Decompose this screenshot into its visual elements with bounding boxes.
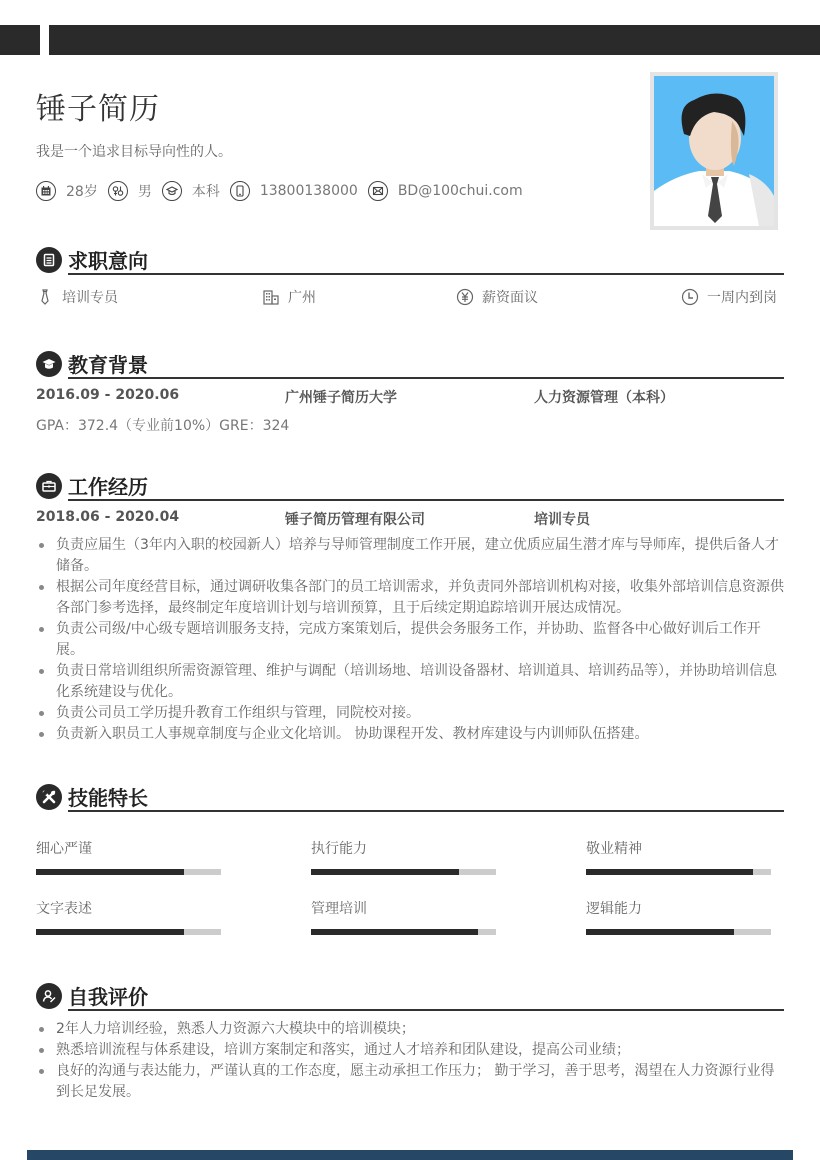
info-gender [108, 181, 152, 201]
section-divider [68, 810, 784, 812]
info-email [368, 181, 523, 201]
work-position: 培训专员 [534, 512, 590, 528]
list-item: 负责新入职员工人事规章制度与企业文化培训。 协助课程开发、教材库建设与内训师队伍搭建。 [36, 724, 784, 745]
mail-icon [368, 181, 388, 201]
list-item: 2年人力培训经验，熟悉人力资源六大模块中的培训模块； [36, 1019, 784, 1040]
degree-text: 本科 [191, 184, 220, 200]
resume-name: 锤子简历 [36, 92, 160, 127]
skill-label: 文字表述 [36, 901, 92, 917]
skill-bar [36, 929, 221, 935]
skill-label: 执行能力 [311, 841, 367, 857]
skill-label: 逻辑能力 [586, 901, 642, 917]
footer-bar [27, 1150, 793, 1160]
yen-icon [456, 288, 474, 306]
skill-item [311, 838, 496, 888]
skill-bar-fill [586, 869, 753, 875]
edu-school: 广州锤子简历大学 [285, 390, 397, 406]
top-bar-left-block [0, 25, 40, 55]
graduation-cap-icon [162, 181, 182, 201]
section-skills [36, 782, 784, 968]
skill-item [586, 838, 771, 888]
skill-item [36, 898, 221, 948]
gender-icon [108, 181, 128, 201]
self-evaluation-list [36, 1019, 784, 1103]
edu-period: 2016.09 - 2020.06 [36, 387, 180, 403]
section-education [36, 349, 784, 435]
info-age [36, 181, 98, 201]
section-job-intent [36, 245, 784, 311]
intent-availability-text: 一周内到岗 [707, 290, 777, 306]
work-company: 锤子简历管理有限公司 [285, 512, 425, 528]
section-divider [68, 1009, 784, 1011]
user-icon [36, 983, 62, 1009]
phone-icon [230, 181, 250, 201]
building-icon [262, 288, 280, 306]
clock-icon [681, 288, 699, 306]
skill-bar-fill [36, 929, 184, 935]
calendar-icon [36, 181, 56, 201]
intent-availability [681, 287, 777, 307]
section-title: 工作经历 [68, 475, 148, 499]
briefcase-icon [36, 473, 62, 499]
edu-major: 人力资源管理（本科） [534, 390, 674, 406]
gender-text: 男 [137, 184, 152, 200]
section-divider [68, 499, 784, 501]
work-period: 2018.06 - 2020.04 [36, 509, 180, 525]
clipboard-icon [36, 247, 62, 273]
age-text: 28岁 [66, 184, 98, 200]
skill-bar [586, 929, 771, 935]
intent-city [262, 287, 316, 307]
intent-city-text: 广州 [288, 290, 316, 306]
section-title: 技能特长 [68, 786, 148, 810]
edu-scores: GPA：372.4（专业前10%）GRE：324 [36, 418, 290, 434]
list-item: 负责应届生（3年内入职的校园新人）培养与导师管理制度工作开展，建立优质应届生潜才库与导师库，提供后备人才储备。 [36, 535, 784, 577]
tools-icon [36, 784, 62, 810]
skill-bar [311, 929, 496, 935]
email-text: BD@100chui.com [397, 183, 523, 199]
skill-item [36, 838, 221, 888]
section-divider [68, 377, 784, 379]
section-title: 求职意向 [68, 249, 148, 273]
section-title: 教育背景 [68, 353, 148, 377]
intent-position-text: 培训专员 [62, 290, 118, 306]
motto: 我是一个追求目标导向性的人。 [36, 144, 232, 160]
skill-bar [36, 869, 221, 875]
skill-bar-fill [311, 869, 459, 875]
tie-icon [36, 288, 54, 306]
graduation-cap-icon [36, 351, 62, 377]
section-divider [68, 273, 784, 275]
top-bar [49, 25, 820, 55]
work-duties-list [36, 535, 784, 745]
skills-grid [36, 838, 784, 968]
list-item: 良好的沟通与表达能力，严谨认真的工作态度，愿主动承担工作压力； 勤于学习，善于思考，渴望在人力资源行业得到长足发展。 [36, 1061, 784, 1103]
skill-label: 敬业精神 [586, 841, 642, 857]
info-degree [162, 181, 220, 201]
section-title: 自我评价 [68, 985, 148, 1009]
skill-bar-fill [36, 869, 184, 875]
avatar [654, 76, 774, 226]
info-phone [230, 181, 358, 201]
skill-item [586, 898, 771, 948]
list-item: 负责日常培训组织所需资源管理、维护与调配（培训场地、培训设备器材、培训道具、培训药品等），并协助培训信息化系统建设与优化。 [36, 661, 784, 703]
intent-salary-text: 薪资面议 [482, 290, 538, 306]
list-item: 负责公司级/中心级专题培训服务支持，完成方案策划后，提供会务服务工作，并协助、监督各中心做好训后工作开展。 [36, 619, 784, 661]
section-work-experience [36, 471, 784, 745]
skill-bar-fill [311, 929, 478, 935]
skill-label: 管理培训 [311, 901, 367, 917]
skill-item [311, 898, 496, 948]
list-item: 负责公司员工学历提升教育工作组织与管理，同院校对接。 [36, 703, 784, 724]
intent-position [36, 287, 118, 307]
list-item: 熟悉培训流程与体系建设，培训方案制定和落实，通过人才培养和团队建设，提高公司业绩； [36, 1040, 784, 1061]
list-item: 根据公司年度经营目标，通过调研收集各部门的员工培训需求，并负责同外部培训机构对接，收集外部培训信息资源供各部门参考选择，最终制定年度培训计划与培训预算，且于后续定期追踪培训开展达成情况。 [36, 577, 784, 619]
skill-bar-fill [586, 929, 734, 935]
section-self-evaluation [36, 981, 784, 1103]
skill-bar [311, 869, 496, 875]
skill-label: 细心严谨 [36, 841, 92, 857]
intent-salary [456, 287, 538, 307]
skill-bar [586, 869, 771, 875]
personal-info-row [36, 181, 533, 201]
profile-photo [650, 72, 778, 230]
phone-text: 13800138000 [259, 183, 358, 199]
